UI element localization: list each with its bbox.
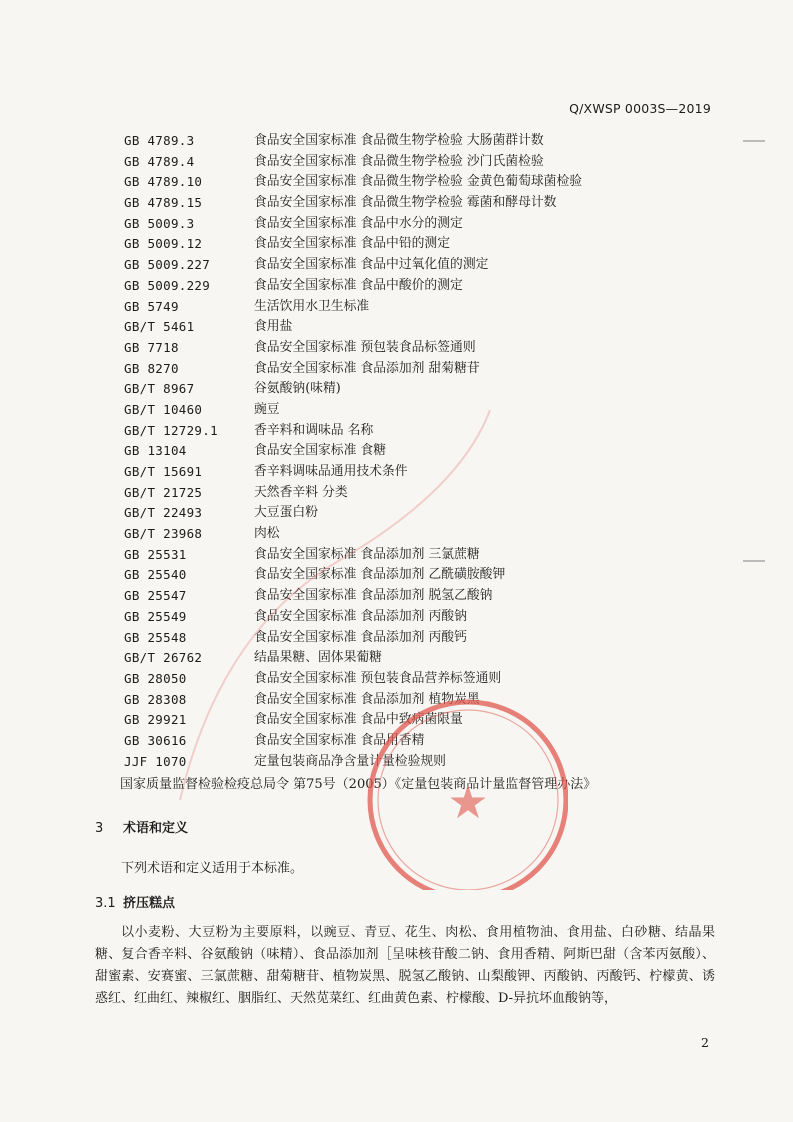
reference-title: 食品安全国家标准 食品中铅的测定 <box>254 236 451 252</box>
reference-title: 大豆蛋白粉 <box>254 505 318 521</box>
section-3-heading <box>95 817 188 836</box>
reference-title: 食品安全国家标准 食品添加剂 丙酸钠 <box>254 608 467 624</box>
section-3-title: 术语和定义 <box>123 821 189 836</box>
reference-title: 食品安全国家标准 食品中水分的测定 <box>254 215 463 231</box>
reference-code: GB/T 26762 <box>124 650 203 666</box>
reference-code: GB 5009.229 <box>124 277 211 293</box>
reference-code: GB 7718 <box>124 339 179 355</box>
reference-title: 食品安全国家标准 食品中致病菌限量 <box>254 712 463 728</box>
reference-title: 食品安全国家标准 食品微生物学检验 霉菌和酵母计数 <box>254 195 557 211</box>
section-3-1-title: 挤压糕点 <box>123 896 176 911</box>
reference-title: 食品安全国家标准 食品添加剂 乙酰磺胺酸钾 <box>254 567 506 583</box>
section-3-number: 3 <box>95 821 104 836</box>
reference-title: 食品安全国家标准 食品添加剂 脱氢乙酸钠 <box>254 588 493 604</box>
reference-title: 肉松 <box>254 526 280 542</box>
reference-code: GB 25549 <box>124 608 187 624</box>
page-number: 2 <box>701 1035 709 1050</box>
reference-code: GB 25548 <box>124 629 187 645</box>
section-3-intro: 下列术语和定义适用于本标准。 <box>121 861 304 876</box>
reference-code: GB 5749 <box>124 298 179 314</box>
reference-code: GB/T 5461 <box>124 319 195 335</box>
reference-code: GB 30616 <box>124 732 187 748</box>
reference-title: 食品安全国家标准 食品微生物学检验 沙门氏菌检验 <box>254 153 544 169</box>
section-3-1-body: 以小麦粉、大豆粉为主要原料，以豌豆、青豆、花生、肉松、食用植物油、食用盐、白砂糖、结晶果糖、复合香辛料、谷氨酸钠（味精）、食品添加剂［呈味核苷酸二钠、食用香精、阿斯巴甜（含苯丙氨酸）、甜蜜素、安赛蜜、三氯蔗糖、甜菊糖苷、植物炭黑、脱氢乙酸钠、山梨酸钾、丙酸钠、丙酸钙、柠檬黄、诱惑红、红曲红、辣椒红、胭脂红、天然苋菜红、红曲黄色素、柠檬酸、D-异抗坏血酸钠等， <box>95 925 715 1006</box>
reference-code: GB 8270 <box>124 360 179 376</box>
reference-code: GB 25547 <box>124 588 187 604</box>
reference-code: GB/T 8967 <box>124 381 195 397</box>
scan-mark <box>743 560 765 562</box>
reference-code: GB 5009.227 <box>124 257 211 273</box>
reference-title: 食品安全国家标准 食品微生物学检验 大肠菌群计数 <box>254 133 544 148</box>
reference-title: 结晶果糖、固体果葡糖 <box>254 650 382 666</box>
decree-line: 国家质量监督检验检疫总局令 第75号（2005）《定量包装商品计量监督管理办法》 <box>120 777 597 792</box>
reference-code: GB 25540 <box>124 567 187 583</box>
reference-title: 食品安全国家标准 食品添加剂 三氯蔗糖 <box>254 546 480 562</box>
reference-title: 天然香辛料 分类 <box>254 484 348 500</box>
reference-title: 香辛料调味品通用技术条件 <box>254 464 408 479</box>
scan-mark <box>743 140 765 142</box>
reference-code: GB 4789.4 <box>124 153 195 169</box>
reference-code: GB 4789.15 <box>124 195 203 211</box>
reference-code: GB/T 15691 <box>124 464 203 479</box>
reference-code: GB 5009.3 <box>124 215 195 231</box>
reference-code: GB 28050 <box>124 670 187 686</box>
reference-title: 食品安全国家标准 食品中过氧化值的测定 <box>254 257 489 273</box>
reference-code: GB 4789.10 <box>124 174 203 190</box>
reference-title: 食品安全国家标准 食品中酸价的测定 <box>254 277 463 293</box>
reference-title: 食品安全国家标准 食品用香精 <box>254 732 425 748</box>
reference-title: 食品安全国家标准 食品添加剂 丙酸钙 <box>254 629 467 645</box>
reference-title: 香辛料和调味品 名称 <box>254 422 374 438</box>
reference-title: 食品安全国家标准 预包装食品营养标签通则 <box>254 670 502 686</box>
reference-title: 食品安全国家标准 食品微生物学检验 金黄色葡萄球菌检验 <box>254 174 583 190</box>
reference-code: GB 25531 <box>124 546 187 562</box>
reference-title: 食品安全国家标准 食糖 <box>254 443 387 459</box>
page-header: Q/XWSP 0003S—2019 <box>569 101 711 116</box>
reference-title: 谷氨酸钠(味精) <box>254 381 341 397</box>
reference-code: GB 13104 <box>124 443 187 459</box>
section-3-1-heading <box>95 892 175 911</box>
reference-title: 食品安全国家标准 预包装食品标签通则 <box>254 339 476 355</box>
reference-title: 食品安全国家标准 食品添加剂 甜菊糖苷 <box>254 360 480 376</box>
reference-code: GB/T 10460 <box>124 401 203 417</box>
reference-code: GB 28308 <box>124 691 187 707</box>
reference-title: 定量包装商品净含量计量检验规则 <box>254 753 446 769</box>
reference-code: GB 4789.3 <box>124 133 195 148</box>
reference-title: 豌豆 <box>254 401 280 417</box>
reference-code: GB/T 21725 <box>124 484 203 500</box>
reference-code: GB 29921 <box>124 712 187 728</box>
reference-title: 食品安全国家标准 食品添加剂 植物炭黑 <box>254 691 480 707</box>
reference-code: GB/T 12729.1 <box>124 422 218 438</box>
reference-code: JJF 1070 <box>124 753 187 769</box>
reference-code: GB/T 22493 <box>124 505 203 521</box>
section-3-1-number: 3.1 <box>95 896 116 911</box>
reference-title: 生活饮用水卫生标准 <box>254 298 370 314</box>
reference-title: 食用盐 <box>254 319 293 335</box>
seal-star-icon: ★ <box>447 775 489 829</box>
reference-code: GB 5009.12 <box>124 236 203 252</box>
reference-code: GB/T 23968 <box>124 526 203 542</box>
